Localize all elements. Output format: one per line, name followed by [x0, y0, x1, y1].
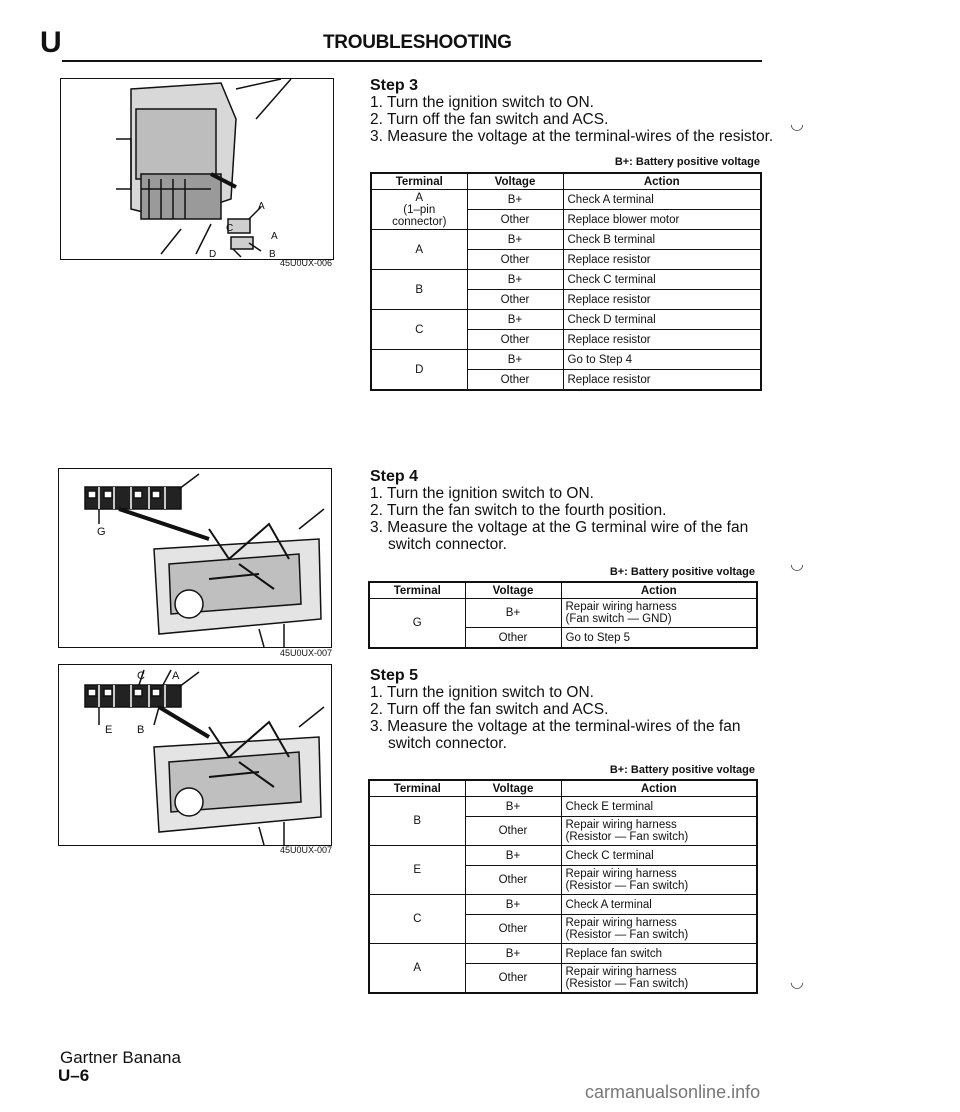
voltage-cell: Other: [467, 330, 563, 350]
step5-line-3: 3. Measure the voltage at the terminal-wires of the fan: [370, 718, 741, 735]
action-cell: Replace blower motor: [563, 210, 761, 230]
table-row: [369, 846, 757, 866]
fig1-label-1: A: [258, 201, 265, 212]
action-cell: Go to Step 5: [561, 628, 757, 649]
margin-mark: ◡: [790, 556, 804, 573]
fig2-label-g: G: [97, 526, 106, 538]
step3-instructions: [370, 94, 773, 145]
margin-mark: ◡: [790, 974, 804, 991]
fig1-label-4: B: [269, 249, 276, 259]
figure-fan-switch-g: [58, 468, 332, 648]
table-row: [371, 310, 761, 330]
action-cell: Repair wiring harness (Fan switch — GND): [561, 599, 757, 628]
terminal-cell: A (1–pin connector): [371, 190, 467, 230]
step4-line-2: 2. Turn the fan switch to the fourth position.: [370, 502, 667, 519]
voltage-cell: Other: [465, 817, 561, 846]
figure-code: 45U0UX-006: [279, 258, 332, 268]
page-title: TROUBLESHOOTING: [323, 32, 512, 53]
figure-code: 45U0UX-007: [279, 845, 332, 855]
table-row: [369, 895, 757, 915]
terminal-cell: G: [369, 599, 465, 649]
fig1-label-5: D: [209, 249, 217, 259]
action-cell: Check E terminal: [561, 797, 757, 817]
fig3-label-b: B: [137, 724, 145, 736]
voltage-cell: Other: [465, 866, 561, 895]
action-cell: Repair wiring harness (Resistor — Fan switch): [561, 817, 757, 846]
terminal-cell: A: [369, 944, 465, 994]
terminal-cell: B: [369, 797, 465, 846]
action-cell: Replace resistor: [563, 250, 761, 270]
table-row: [369, 797, 757, 817]
action-cell: Check C terminal: [561, 846, 757, 866]
action-cell: Replace resistor: [563, 370, 761, 391]
figure-code: 45U0UX-007: [279, 648, 332, 658]
action-cell: Repair wiring harness (Resistor — Fan switch): [561, 866, 757, 895]
table-row: [371, 270, 761, 290]
col-action: Action: [563, 173, 761, 190]
step4-legend: B+: Battery positive voltage: [609, 566, 755, 578]
voltage-cell: B+: [467, 270, 563, 290]
action-cell: Go to Step 4: [563, 350, 761, 370]
step3-line-1: 1. Turn the ignition switch to ON.: [370, 94, 594, 111]
voltage-cell: B+: [465, 846, 561, 866]
table-row: [371, 350, 761, 370]
voltage-cell: B+: [467, 310, 563, 330]
terminal-cell: C: [371, 310, 467, 350]
step5-legend: B+: Battery positive voltage: [609, 764, 755, 776]
voltage-cell: B+: [465, 599, 561, 628]
step5-title: Step 5: [370, 667, 419, 684]
col-action: Action: [561, 780, 757, 797]
terminal-cell: E: [369, 846, 465, 895]
table-row: [369, 599, 757, 628]
action-cell: Replace resistor: [563, 330, 761, 350]
action-cell: Check C terminal: [563, 270, 761, 290]
voltage-cell: Other: [467, 370, 563, 391]
step4-line-3: 3. Measure the voltage at the G terminal wire of the fan: [370, 519, 749, 536]
voltage-cell: Other: [467, 210, 563, 230]
table-row: [371, 190, 761, 210]
col-voltage: Voltage: [467, 173, 563, 190]
terminal-cell: B: [371, 270, 467, 310]
action-cell: Replace fan switch: [561, 944, 757, 964]
col-terminal: Terminal: [371, 173, 467, 190]
watermark-text: Gartner Banana: [60, 1048, 181, 1067]
fan-switch-illustration: [59, 469, 331, 647]
fig1-label-3: C: [226, 223, 234, 234]
step3-legend: B+: Battery positive voltage: [614, 156, 760, 168]
figure-resistor: [60, 78, 334, 260]
step3-table: [370, 172, 762, 391]
step3-line-3: 3. Measure the voltage at the terminal-wires of the resistor.: [370, 128, 774, 145]
action-cell: Check B terminal: [563, 230, 761, 250]
action-cell: Repair wiring harness (Resistor — Fan switch): [561, 915, 757, 944]
action-cell: Repair wiring harness (Resistor — Fan switch): [561, 964, 757, 994]
step4-line-4: switch connector.: [388, 536, 507, 553]
voltage-cell: Other: [465, 628, 561, 649]
step4-title: Step 4: [370, 468, 419, 485]
page-number: U–6: [58, 1066, 90, 1085]
col-voltage: Voltage: [465, 780, 561, 797]
action-cell: Replace resistor: [563, 290, 761, 310]
voltage-cell: B+: [467, 230, 563, 250]
step5-line-2: 2. Turn off the fan switch and ACS.: [370, 701, 609, 718]
step5-table: [368, 779, 758, 994]
action-cell: Check A terminal: [561, 895, 757, 915]
step3-title: Step 3: [370, 77, 419, 94]
step4-instructions: [370, 485, 748, 553]
terminal-cell: C: [369, 895, 465, 944]
step4-line-1: 1. Turn the ignition switch to ON.: [370, 485, 594, 502]
voltage-cell: B+: [465, 944, 561, 964]
col-terminal: Terminal: [369, 780, 465, 797]
header-rule: [62, 60, 762, 62]
voltage-cell: B+: [467, 350, 563, 370]
voltage-cell: B+: [465, 797, 561, 817]
voltage-cell: Other: [465, 964, 561, 994]
voltage-cell: B+: [467, 190, 563, 210]
col-terminal: Terminal: [369, 582, 465, 599]
figure-fan-switch-ceab: [58, 664, 332, 846]
table-row: [371, 230, 761, 250]
site-watermark: carmanualsonline.info: [585, 1082, 761, 1102]
step5-instructions: [370, 684, 740, 752]
action-cell: Check D terminal: [563, 310, 761, 330]
fig3-label-a: A: [172, 670, 180, 682]
fig3-label-e: E: [105, 724, 113, 736]
action-cell: Check A terminal: [563, 190, 761, 210]
fan-switch-illustration-2: [59, 665, 331, 845]
col-voltage: Voltage: [465, 582, 561, 599]
step4-table: [368, 581, 758, 649]
voltage-cell: Other: [467, 250, 563, 270]
table-row: [369, 944, 757, 964]
margin-mark: ◡: [790, 116, 804, 133]
terminal-cell: D: [371, 350, 467, 391]
section-letter: U: [40, 26, 62, 59]
voltage-cell: B+: [465, 895, 561, 915]
col-action: Action: [561, 582, 757, 599]
fig1-label-2: A: [271, 231, 278, 242]
voltage-cell: Other: [465, 915, 561, 944]
step5-line-4: switch connector.: [388, 735, 507, 752]
terminal-cell: A: [371, 230, 467, 270]
step5-line-1: 1. Turn the ignition switch to ON.: [370, 684, 594, 701]
resistor-illustration: [61, 79, 333, 259]
voltage-cell: Other: [467, 290, 563, 310]
fig3-label-c: C: [137, 670, 145, 682]
step3-line-2: 2. Turn off the fan switch and ACS.: [370, 111, 609, 128]
